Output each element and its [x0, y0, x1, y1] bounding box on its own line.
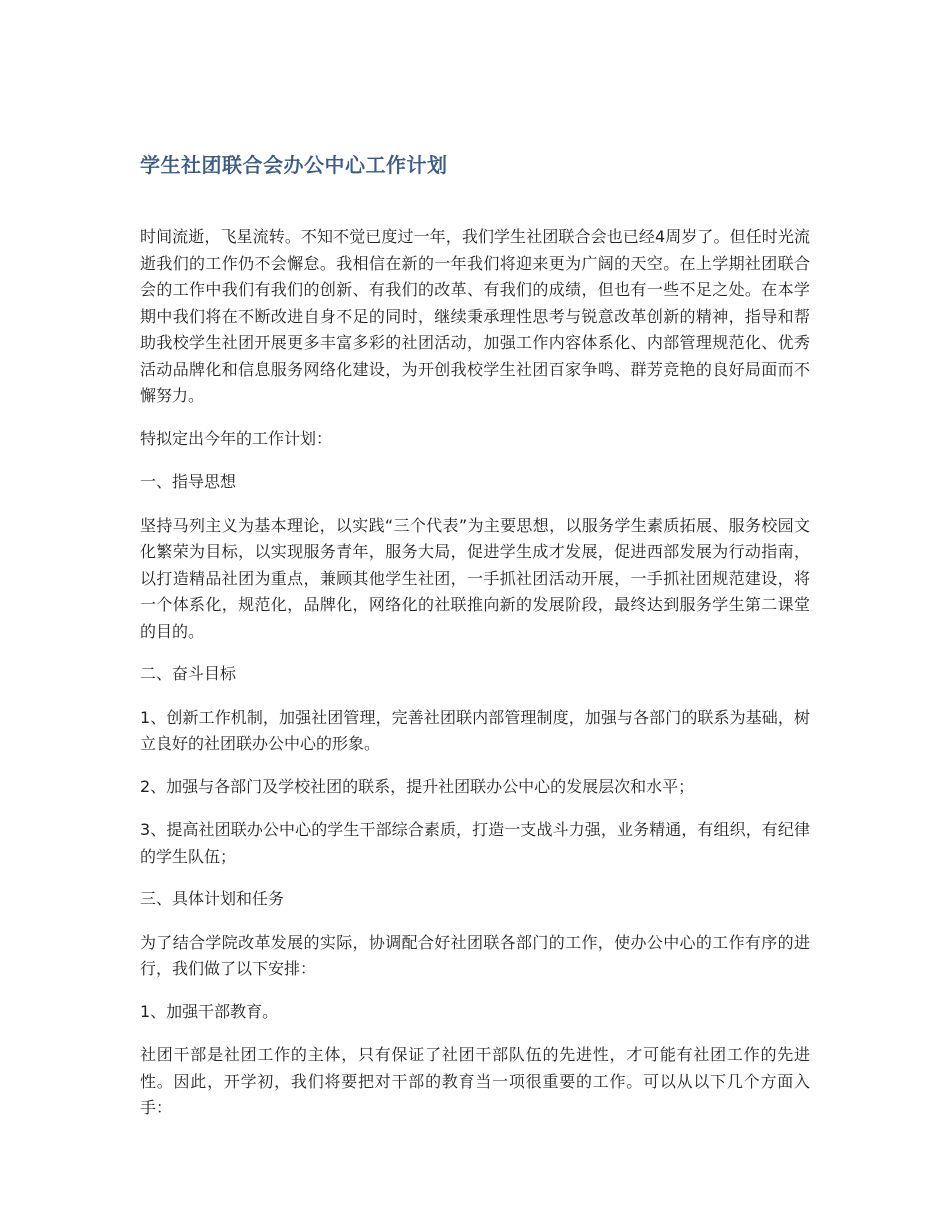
section-heading-plans: 三、具体计划和任务	[140, 889, 285, 908]
section-heading-guiding-thought: 一、指导思想	[140, 472, 237, 491]
plans-intro-paragraph: 为了结合学院改革发展的实际，协调配合好社团联各部门的工作，使办公中心的工作有序的进行，我们做了以下安排：	[140, 932, 810, 978]
plan-item-1-paragraph: 社团干部是社团工作的主体，只有保证了社团干部队伍的先进性，才可能有社团工作的先进性。因此，开学初，我们将要把对干部的教育当一项很重要的工作。可以从以下几个方面入手：	[140, 1045, 810, 1117]
plan-intro-line: 特拟定出今年的工作计划：	[140, 428, 333, 448]
plan-item-1-heading: 1、加强干部教育。	[140, 1001, 279, 1021]
goal-item-3: 3、提高社团联办公中心的学生干部综合素质，打造一支战斗力强，业务精通，有组织，有纪律的学生队伍；	[140, 820, 810, 866]
intro-paragraph: 时间流逝，飞星流转。不知不觉已度过一年，我们学生社团联合会也已经4周岁了。但任时光流逝我们的工作仍不会懈怠。我相信在新的一年我们将迎来更为广阔的天空。在上学期社团联合会的工作中我们有我们的创新、有我们的改革、有我们的成绩，但也有一些不足之处。在本学期中我们将在不断改进自身不足的同时，继续秉承理性思考与锐意改革创新的精神，指导和帮助我校学生社团开展更多丰富多彩的社团活动，加强工作内容体系化、内部管理规范化、优秀活动品牌化和信息服务网络化建设，为开创我校学生社团百家争鸣、群芳竞艳的良好局面而不懈努力。	[140, 227, 810, 405]
guiding-thought-paragraph: 坚持马列主义为基本理论，以实践“三个代表”为主要思想，以服务学生素质拓展、服务校园文化繁荣为目标，以实现服务青年，服务大局，促进学生成才发展，促进西部发展为行动指南，以打造精品社团为重点，兼顾其他学生社团，一手抓社团活动开展，一手抓社团规范建设，将一个体系化，规范化，品牌化，网络化的社联推向新的发展阶段，最终达到服务学生第二课堂的目的。	[140, 515, 810, 641]
goal-item-2: 2、加强与各部门及学校社团的联系，提升社团联办公中心的发展层次和水平；	[140, 776, 695, 796]
document-page	[140, 150, 810, 1138]
document-title: 学生社团联合会办公中心工作计划	[140, 153, 448, 177]
goal-item-1: 1、创新工作机制，加强社团管理，完善社团联内部管理制度，加强与各部门的联系为基础，树立良好的社团联办公中心的形象。	[140, 707, 810, 753]
section-heading-goals: 二、奋斗目标	[140, 664, 237, 683]
